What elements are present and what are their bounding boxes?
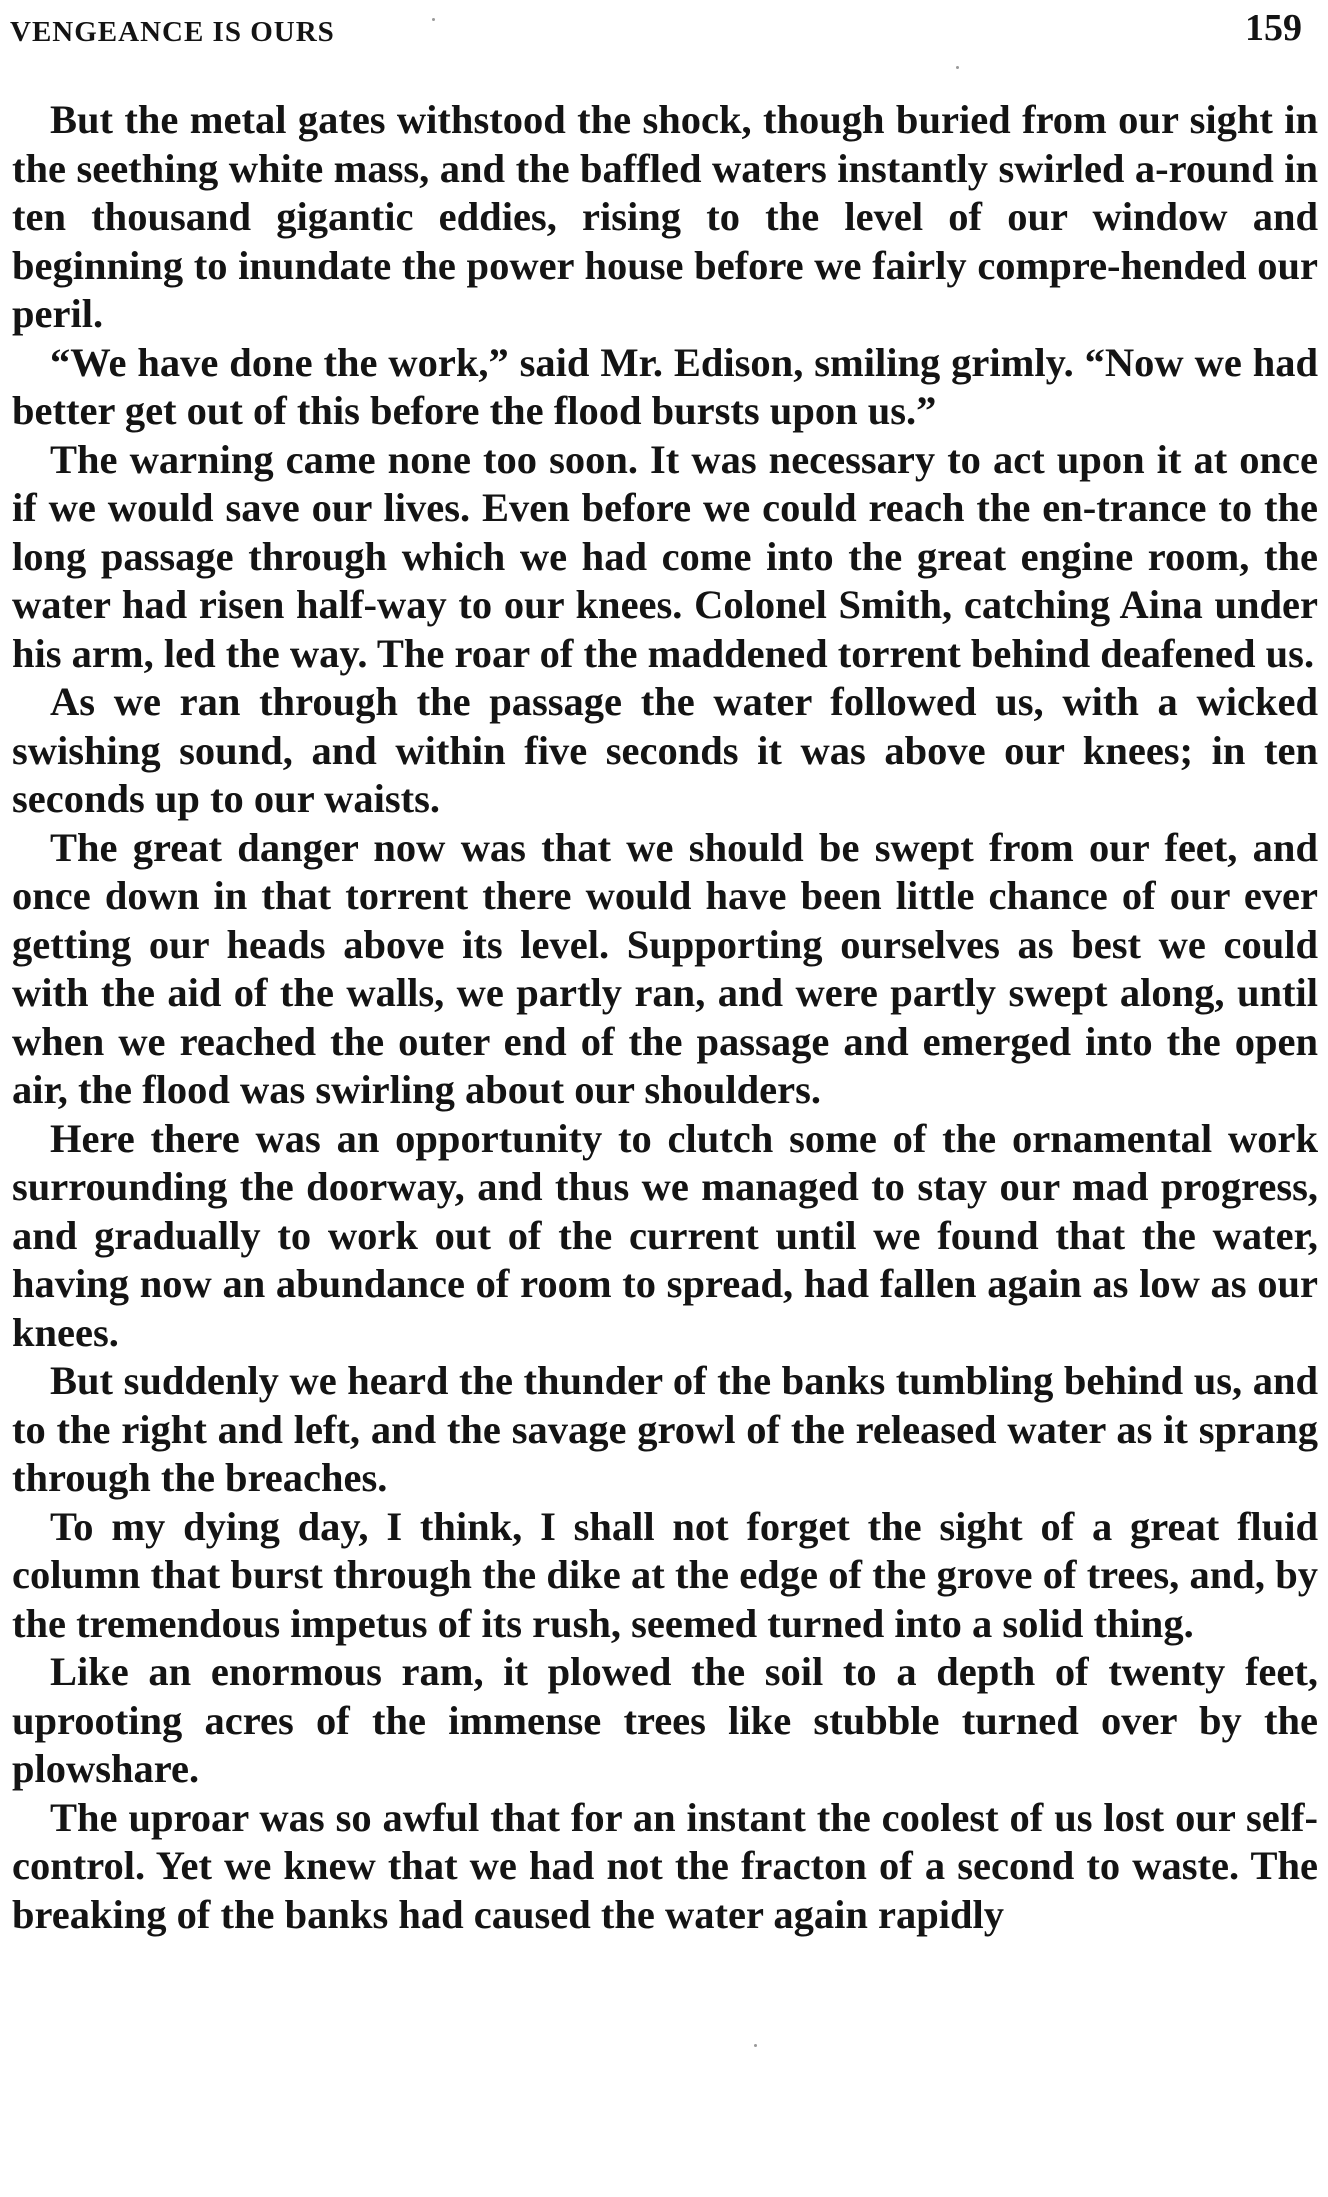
paragraph: As we ran through the passage the water followed us, with a wicked swishing sound, and within five seconds it was above our knees; in ten seconds up to our waists.: [12, 679, 1318, 821]
scan-speck: [432, 18, 435, 21]
paragraph: But suddenly we heard the thunder of the banks tumbling behind us, and to the right and left, and the savage growl of the released water as it sprang through the breaches.: [12, 1358, 1318, 1500]
running-title-text: VENGEANCE IS OURS: [10, 16, 335, 48]
body-text: [12, 96, 1318, 1939]
running-head: [10, 6, 1302, 66]
paragraph: The warning came none too soon. It was necessary to act upon it at once if we would save our lives. Even before we could reach the en-trance to the long passage through which we had come into the great engine room, the water had risen half-way to our knees. Colonel Smith, catching Aina under his arm, led the way. The roar of the maddened torrent behind deafened us.: [12, 436, 1318, 676]
paragraph: The great danger now was that we should be swept from our feet, and once down in that torrent there would have been little chance of our ever getting our heads above its level. Supporting ourselves as best we could with the aid of the walls, we partly ran, and were partly swept along, until when we reached the outer end of the passage and emerged into the open air, the flood was swirling about our shoulders.: [12, 824, 1318, 1112]
paragraph: “We have done the work,” said Mr. Edison, smiling grimly. “Now we had better get out of this before the flood bursts upon us.”: [12, 339, 1318, 433]
paragraph: Like an enormous ram, it plowed the soil to a depth of twenty feet, uprooting acres of the immense trees like stubble turned over by the plowshare.: [12, 1649, 1318, 1791]
paragraph: To my dying day, I think, I shall not forget the sight of a great fluid column that burst through the dike at the edge of the grove of trees, and, by the tremendous impetus of its rush, seemed turned into a solid thing.: [12, 1503, 1318, 1646]
scan-speck: [754, 2044, 757, 2047]
page-number: 159: [1245, 7, 1302, 49]
scan-speck: [956, 66, 959, 69]
paragraph: The uproar was so awful that for an instant the coolest of us lost our self-control. Yet we knew that we had not the fracton of a second to waste. The breaking of the banks had caused the water again rapidly: [12, 1794, 1318, 1937]
paragraph: But the metal gates withstood the shock, though buried from our sight in the seething white mass, and the baffled waters instantly swirled a-round in ten thousand gigantic eddies, rising to the level of our window and beginning to inundate the power house before we fairly compre-hended our peril.: [12, 97, 1318, 336]
running-title: [10, 16, 335, 49]
paragraph: Here there was an opportunity to clutch some of the ornamental work surrounding the doorway, and thus we managed to stay our mad progress, and gradually to work out of the current until we found that the water, having now an abundance of room to spread, had fallen again as low as our knees.: [12, 1115, 1318, 1355]
